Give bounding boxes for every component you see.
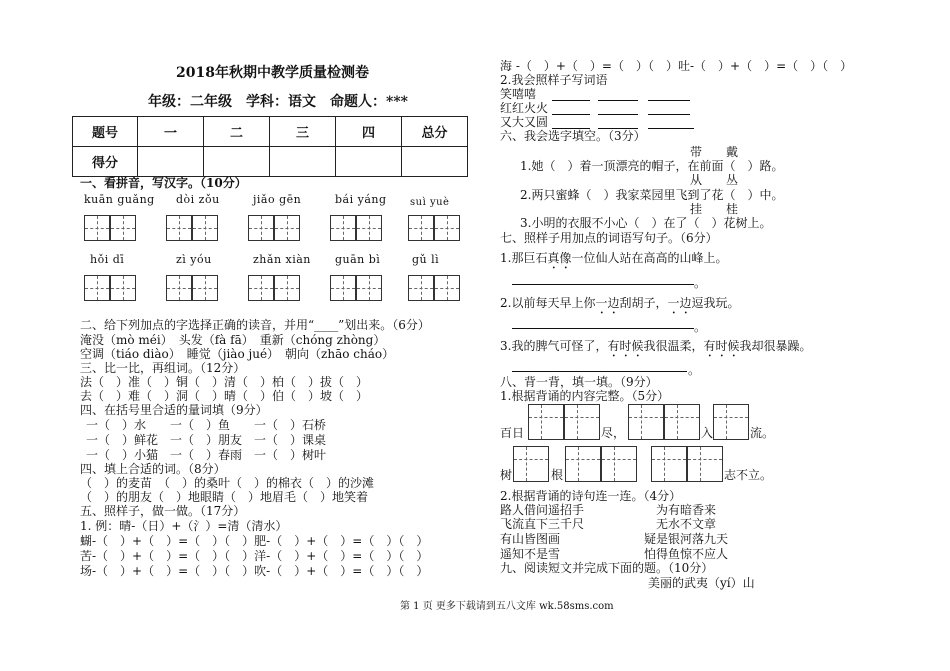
score-cell[interactable] <box>138 147 204 177</box>
sentence-part: 刮胡子， <box>619 296 668 310</box>
section-2-heading: 二、给下列加点的字选择正确的读音，并用“____”划出来。（6分） <box>80 318 430 332</box>
answer-line[interactable] <box>648 99 690 101</box>
score-table-header-row <box>73 117 468 147</box>
writing-grid-cell[interactable] <box>330 215 356 241</box>
period-mark: 。 <box>688 363 701 377</box>
score-header-cell: 二 <box>204 117 270 147</box>
fill-question: 1.她（ ）着一顶漂亮的帽子，在前面（ ）路。 <box>520 159 784 173</box>
word-example: 又大又圆 <box>500 115 549 129</box>
pinyin-label: zhǎn xiàn <box>253 253 311 266</box>
word-example: 笑嘻嘻 <box>500 87 537 101</box>
section-3-line: 去（ ）难（ ）洞（ ）晴（ ）伯（ ）坡（ ） <box>80 389 369 403</box>
poem-grid-cell[interactable] <box>713 404 749 440</box>
match-left-item[interactable]: 有山皆图画 <box>500 532 561 546</box>
pinyin-label: guān bì <box>335 253 381 266</box>
score-header-cell: 一 <box>138 117 204 147</box>
writing-grid-cell[interactable] <box>192 215 218 241</box>
passage-title: 美丽的武夷（yí）山 <box>648 576 755 590</box>
sentence-part: 我很温柔， <box>643 339 704 353</box>
example-sentence <box>500 296 740 317</box>
writing-grid-cell[interactable] <box>84 215 110 241</box>
pinyin-label: dòi zǒu <box>176 193 220 206</box>
sentence-part: 3.我的脾气可怪了， <box>500 339 608 353</box>
section-6-line: 苦-（ ）+（ ）=（ ）（ ）洋-（ ）+（ ）=（ ）（ ） <box>80 549 429 563</box>
pinyin-label: bái yáng <box>335 193 387 206</box>
writing-grid-cell[interactable] <box>356 215 382 241</box>
writing-grid-cell[interactable] <box>408 275 434 301</box>
writing-grid-cell[interactable] <box>110 215 136 241</box>
poem-grid-cell[interactable] <box>628 404 664 440</box>
writing-grid-cell[interactable] <box>408 215 434 241</box>
section-8-heading: 六、我会选字填空。（3分） <box>500 129 646 143</box>
dotted-word: 一边 <box>667 296 692 310</box>
poem-grid-cell[interactable] <box>513 446 549 482</box>
sentence-part: 一位仙人站在高高的山峰上。 <box>571 251 728 265</box>
score-table-score-row <box>73 147 468 177</box>
pinyin-label: zì yóu <box>176 253 212 266</box>
writing-grid-cell[interactable] <box>166 275 192 301</box>
answer-line[interactable] <box>598 113 638 115</box>
section-5-line: （ ）的麦苗 （ ）的桑叶（ ）的棉衣（ ）的沙滩 <box>80 476 375 490</box>
answer-line[interactable] <box>512 283 694 285</box>
section-2-line: 淹没（mò méi） 头发（fà fā） 重新（chóng zhòng） <box>80 333 386 347</box>
section-3-heading: 三、比一比，再组词。（12分） <box>80 361 246 375</box>
choice-pair: 从 丛 <box>690 173 739 187</box>
word-example: 红红火火 <box>500 101 549 115</box>
section-9-heading: 七、照样子用加点的词语写句子。（6分） <box>500 231 718 245</box>
pinyin-label: kuān guǎng <box>84 193 155 206</box>
poem-text: 根 <box>551 468 564 482</box>
fill-question: 3.小明的衣服不小心（ ）在了（ ）花树上。 <box>520 216 772 230</box>
match-left-item[interactable]: 飞流直下三千尺 <box>500 517 585 531</box>
poem-text: 志不立。 <box>724 468 773 482</box>
writing-grid-cell[interactable] <box>84 275 110 301</box>
writing-grid-cell[interactable] <box>330 275 356 301</box>
sentence-part: 我却很暴躁。 <box>739 339 812 353</box>
section-6-line: 蝴-（ ）+（ ）=（ ）（ ）肥-（ ）+（ ）=（ ）（ ） <box>80 534 429 548</box>
poem-grid-cell[interactable] <box>528 404 564 440</box>
fill-question: 2.两只蜜蜂（ ）我家菜园里飞到了花（ ）中。 <box>520 188 784 202</box>
section-4-line: 一（ ）小猫 一（ ）春雨 一（ ）树叶 <box>86 448 327 462</box>
section-6-line: 场-（ ）+（ ）=（ ）（ ）吹-（ ）+（ ）=（ ）（ ） <box>80 564 429 578</box>
dotted-word: 真像 <box>547 251 572 265</box>
dotted-word: 有时候 <box>703 339 740 353</box>
pinyin-label: jiǎo gēn <box>253 193 302 206</box>
answer-line[interactable] <box>598 99 638 101</box>
choice-pair: 挂 桂 <box>690 202 739 216</box>
writing-grid-cell[interactable] <box>110 275 136 301</box>
score-header-cell: 四 <box>336 117 402 147</box>
score-table <box>72 116 468 177</box>
answer-line[interactable] <box>648 127 694 129</box>
poem-grid-cell[interactable] <box>601 446 637 482</box>
page-footer: 第 1 页 更多下载请到五八文库 wk.58sms.com <box>400 601 614 612</box>
section-10-sub: 2.根据背诵的诗句连一连。（4分） <box>500 489 682 503</box>
score-cell[interactable] <box>336 147 402 177</box>
score-cell[interactable] <box>402 147 468 177</box>
score-cell[interactable] <box>204 147 270 177</box>
score-cell[interactable] <box>270 147 336 177</box>
section-5-line: （ ）的朋友（ ）地眼睛（ ）地眉毛（ ）地笑着 <box>80 490 369 504</box>
poem-text: 百日 <box>500 426 525 440</box>
answer-line[interactable] <box>552 99 590 101</box>
dotted-word: 一边 <box>595 296 620 310</box>
poem-grid-cell[interactable] <box>687 446 723 482</box>
writing-grid-cell[interactable] <box>356 275 382 301</box>
page-title: 2018年秋期中教学质量检测卷 <box>176 65 369 81</box>
writing-grid-cell[interactable] <box>166 215 192 241</box>
writing-grid-cell[interactable] <box>434 275 460 301</box>
poem-grid-cell[interactable] <box>651 446 687 482</box>
exam-info: 年级：二年级 学科：语文 命题人：*** <box>148 94 408 110</box>
period-mark: 。 <box>694 320 707 334</box>
score-header-cell: 三 <box>270 117 336 147</box>
section-4-heading: 四、在括号里合适的量词填（9分） <box>80 403 268 417</box>
answer-line[interactable] <box>552 113 590 115</box>
match-right-item[interactable]: 疑是银河落九天 <box>644 532 729 546</box>
choice-pair: 带 戴 <box>690 145 739 159</box>
section-10-heading: 八、背一背，填一填。（9分） <box>500 375 658 389</box>
section-7-heading: 2.我会照样子写词语 <box>500 73 608 87</box>
pinyin-label: hǒi dī <box>90 253 125 266</box>
dotted-word: 有时候 <box>607 339 644 353</box>
pinyin-label: gǔ lì <box>412 253 440 266</box>
poem-text: 尽， <box>601 426 626 440</box>
score-header-cell: 题号 <box>73 117 138 147</box>
answer-line[interactable] <box>512 370 687 372</box>
sentence-part: 2.以前每天早上你 <box>500 296 596 310</box>
poem-text: 树 <box>500 468 513 482</box>
section-2-line: 空调（tiáo diào） 睡觉（jiào jué） 朝向（zhāo cháo） <box>80 347 395 361</box>
writing-grid-cell[interactable] <box>274 215 300 241</box>
example-sentence <box>500 251 727 272</box>
score-row-label: 得分 <box>73 147 138 177</box>
sentence-part: 1.那巨石 <box>500 251 548 265</box>
pinyin-label: suì yuè <box>410 197 450 208</box>
writing-grid-cell[interactable] <box>274 275 300 301</box>
section-11-heading: 九、阅读短文并完成下面的题。（10分） <box>500 561 714 575</box>
section-4-line: 一（ ）鲜花 一（ ）朋友 一（ ）课桌 <box>86 433 327 447</box>
match-right-item[interactable]: 无水不文章 <box>656 517 717 531</box>
score-header-cell: 总分 <box>402 117 468 147</box>
writing-grid-cell[interactable] <box>248 275 274 301</box>
section-10-sub: 1.根据背诵的内容完整。（5分） <box>500 389 670 403</box>
example-sentence <box>500 339 812 360</box>
section-3-line: 法（ ）准（ ）铜（ ）清（ ）柏（ ）拔（ ） <box>80 375 369 389</box>
poem-grid-cell[interactable] <box>564 404 600 440</box>
section-6-heading: 五、照样子，做一做。（17分） <box>80 504 246 518</box>
answer-line[interactable] <box>512 327 694 329</box>
poem-text: 流。 <box>750 426 775 440</box>
poem-text: 入 <box>701 426 714 440</box>
answer-line[interactable] <box>648 113 690 115</box>
match-left-item[interactable]: 路人借问遥招手 <box>500 503 585 517</box>
sentence-part: 逗我玩。 <box>691 296 740 310</box>
writing-grid-cell[interactable] <box>248 215 274 241</box>
section-6-line: 1. 例：晴-（日）+（氵）=清（清水） <box>80 519 288 533</box>
poem-grid-cell[interactable] <box>664 404 700 440</box>
section-1-heading: 一、看拼音，写汉字。（10分） <box>80 176 247 190</box>
writing-grid-cell[interactable] <box>192 275 218 301</box>
writing-grid-cell[interactable] <box>434 215 460 241</box>
match-right-item[interactable]: 为有暗香来 <box>656 503 717 517</box>
section-4-line: 一（ ）水 一（ ）鱼 一（ ）石桥 <box>86 418 327 432</box>
right-line: 海 -（ ）+（ ）=（ ）（ ）吐-（ ）+（ ）=（ ）（ ） <box>500 59 853 73</box>
poem-grid-cell[interactable] <box>565 446 601 482</box>
section-5-heading: 四、填上合适的词。（8分） <box>80 462 226 476</box>
match-right-item[interactable]: 怕得鱼惊不应人 <box>644 547 729 561</box>
period-mark: 。 <box>694 276 707 290</box>
match-left-item[interactable]: 遥知不是雪 <box>500 547 561 561</box>
